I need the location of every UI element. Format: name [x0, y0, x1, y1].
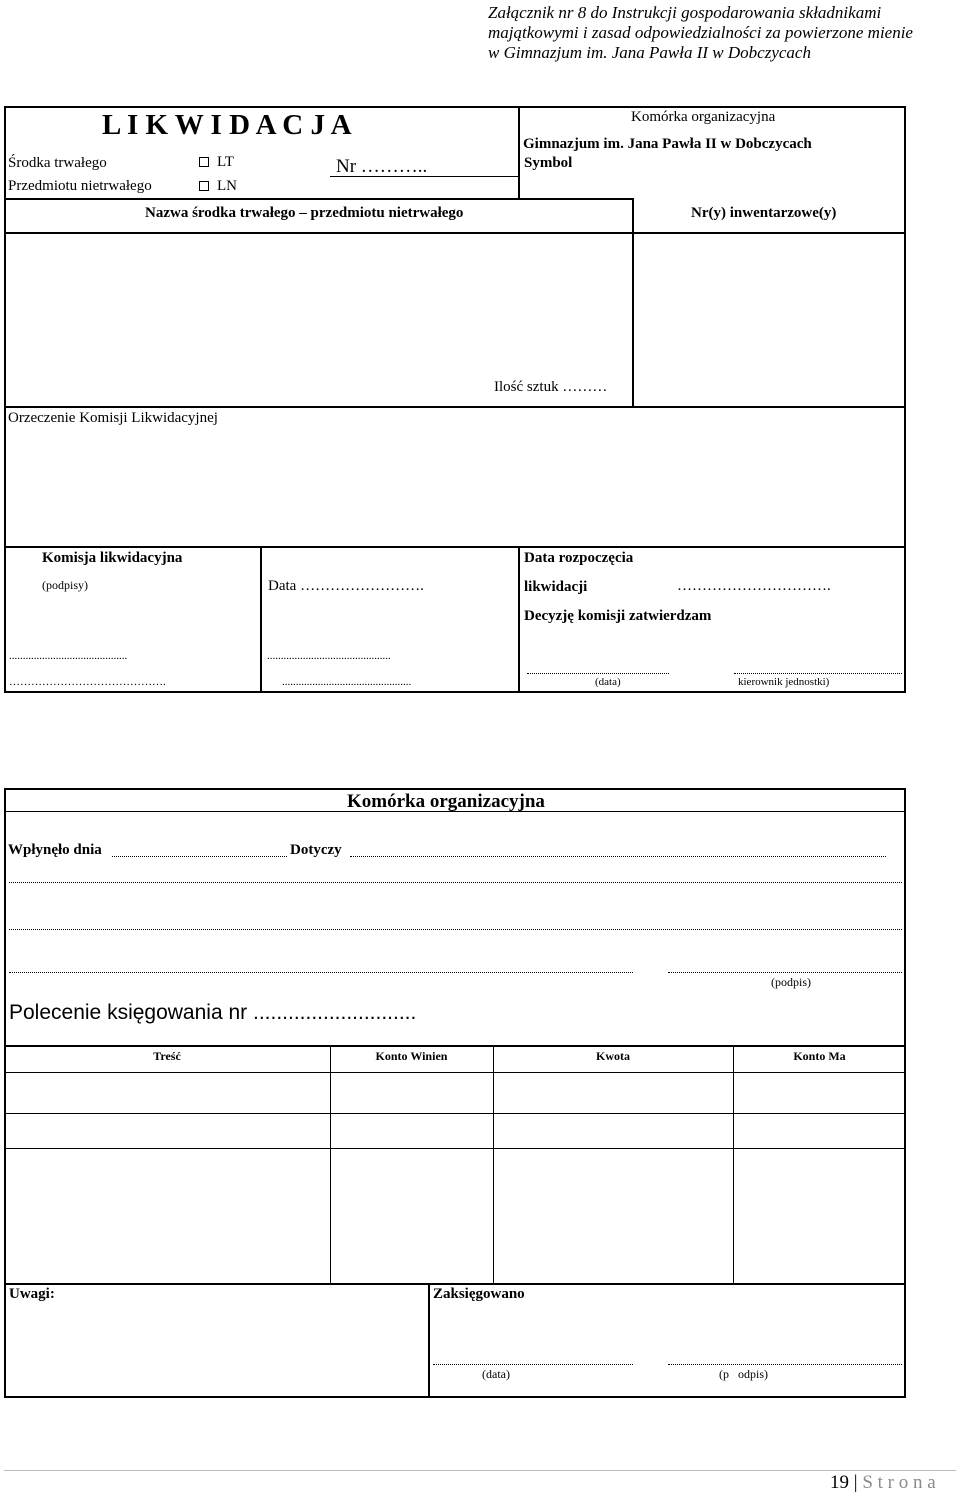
uwagi-divider [428, 1283, 430, 1397]
srodka-trwalego-label: Środka trwałego [8, 155, 107, 171]
sec2-title: Komórka organizacyjna [347, 791, 545, 812]
decyzje-label: Decyzję komisji zatwierdzam [524, 608, 712, 624]
sec1-right-border [904, 106, 906, 692]
content-line-2 [9, 929, 902, 930]
ln-option[interactable] [199, 178, 237, 195]
commission-bottom-line [4, 691, 906, 693]
table-col-1 [330, 1045, 331, 1284]
zaksiegowano-data-caption: (data) [482, 1367, 510, 1381]
signature-dots-3: ............................................. [267, 650, 391, 662]
lt-checkbox[interactable] [199, 157, 209, 167]
page-label: S t r o n a [862, 1472, 936, 1493]
nazwa-column-header: Nazwa środka trwałego – przedmiotu nietrwałego [145, 205, 464, 221]
ln-label: LN [217, 178, 237, 194]
content-line-1 [9, 882, 902, 883]
symbol-label: Symbol [524, 155, 573, 171]
sec2-right-border [904, 788, 906, 1398]
header-line-1: Załącznik nr 8 do Instrukcji gospodarowania składnikami [488, 3, 882, 22]
content-line-3 [9, 972, 633, 973]
zaksiegowano-label: Zaksięgowano [433, 1286, 525, 1302]
signature-dots-2: ……………………………………. [9, 676, 166, 688]
podpis-caption: (podpis) [771, 975, 811, 989]
page-separator: | [853, 1472, 858, 1493]
data-signature-line [527, 673, 669, 674]
ln-checkbox[interactable] [199, 181, 209, 191]
nr-label: Nr ……….. [336, 156, 428, 177]
page-number: 19 [830, 1472, 849, 1493]
uwagi-label: Uwagi: [9, 1286, 55, 1302]
sec1-col-divider [632, 198, 634, 408]
col-konto-ma: Konto Ma [793, 1049, 846, 1063]
page-footer [830, 1472, 936, 1494]
data-caption: (data) [595, 676, 621, 688]
sec2-top-line [4, 788, 906, 790]
dotyczy-label: Dotyczy [290, 842, 342, 858]
przedmiotu-nietrwalego-label: Przedmiotu nietrwałego [8, 178, 152, 194]
sec1-mid-divider [518, 106, 520, 198]
wplynelo-dots [112, 856, 287, 857]
header-line-3: w Gimnazjum im. Jana Pawła II w Dobczycach [488, 43, 811, 62]
nr-inwentarzowe-header: Nr(y) inwentarzowe(y) [691, 205, 837, 221]
podpisy-label: (podpisy) [42, 578, 88, 592]
footer-rule [4, 1470, 956, 1471]
sec1-row-line [4, 198, 634, 200]
zaksiegowano-podpis-line [668, 1364, 902, 1365]
sec1-items-bottom [4, 406, 906, 408]
sec2-bottom-border [4, 1396, 906, 1398]
komorka-value: Gimnazjum im. Jana Pawła II w Dobczycach [523, 136, 812, 152]
orzeczenie-label: Orzeczenie Komisji Likwidacyjnej [8, 410, 218, 426]
sec1-left-border [4, 106, 6, 546]
zaksiegowano-podpis-caption: (p odpis) [719, 1367, 768, 1381]
header-line-2: majątkowymi i zasad odpowiedzialności za powierzone mienie [488, 23, 913, 42]
col-tresc: Treść [153, 1049, 181, 1063]
table-row-2 [4, 1148, 906, 1149]
lt-option[interactable] [199, 154, 234, 171]
table-bottom [4, 1283, 906, 1285]
commission-left [4, 546, 6, 692]
likwidacji-dots: …………………………. [677, 578, 831, 594]
likwidacja-title: L I K W I D A C J A [102, 109, 352, 141]
col-konto-winien: Konto Winien [375, 1049, 448, 1063]
col-kwota: Kwota [596, 1049, 630, 1063]
table-top [4, 1045, 906, 1047]
table-row-1 [4, 1113, 906, 1114]
wplynelo-label: Wpłynęło dnia [8, 842, 102, 858]
lt-label: LT [217, 154, 234, 170]
table-col-3 [733, 1045, 734, 1284]
kierownik-signature-line [734, 673, 902, 674]
commission-div-2 [518, 546, 520, 692]
data-rozpoczecia-label: Data rozpoczęcia [524, 550, 634, 566]
signature-dots-1: ........................................... [9, 650, 128, 662]
ilosc-sztuk: Ilość sztuk ……… [494, 379, 608, 395]
zaksiegowano-data-line [433, 1364, 633, 1365]
komisja-label: Komisja likwidacyjna [42, 550, 183, 566]
commission-div-1 [260, 546, 262, 692]
sec2-left-border [4, 788, 6, 1398]
sec1-header-row-bottom [4, 232, 906, 234]
kierownik-caption: kierownik jednostki) [738, 676, 830, 688]
likwidacji-label: likwidacji [524, 579, 588, 595]
komorka-label: Komórka organizacyjna [631, 109, 776, 125]
table-col-2 [493, 1045, 494, 1284]
signature-dots-4: ............................................... [282, 676, 412, 688]
data-field: Data ……………………. [268, 578, 424, 594]
dotyczy-dots [350, 856, 886, 857]
table-header-bottom [4, 1072, 906, 1073]
podpis-line [668, 972, 902, 973]
commission-top-line [4, 546, 906, 548]
polecenie-title: Polecenie księgowania nr ............................ [9, 1001, 417, 1024]
